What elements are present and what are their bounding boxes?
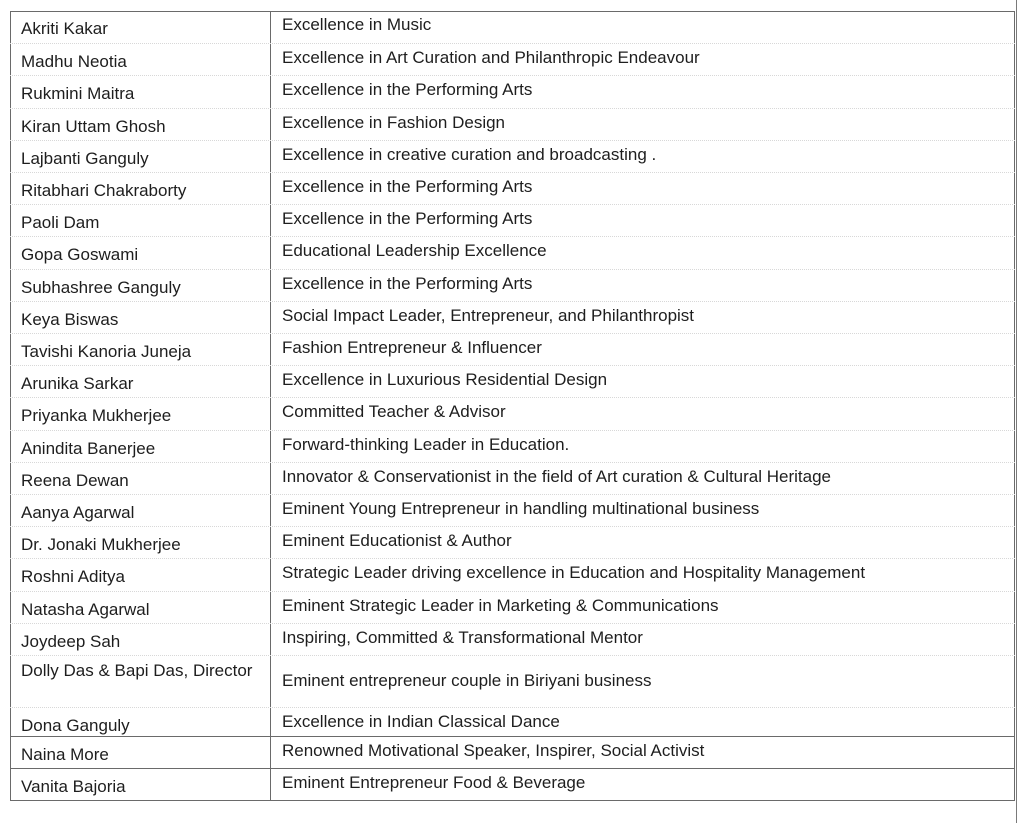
award-title: Excellence in Indian Classical Dance: [282, 712, 560, 731]
table-row: [10, 269, 1015, 301]
recipient-name: Rukmini Maitra: [21, 84, 135, 104]
award-title: Educational Leadership Excellence: [282, 241, 547, 261]
award-title: Excellence in the Performing Arts: [282, 209, 533, 229]
recipient-name: Dr. Jonaki Mukherjee: [21, 535, 181, 555]
table-row: [10, 623, 1015, 655]
award-title: Eminent Educationist & Author: [282, 531, 512, 551]
table-row: [10, 430, 1015, 462]
recipient-name: Joydeep Sah: [21, 631, 121, 651]
recipient-name: Subhashree Ganguly: [21, 277, 181, 297]
recipient-name: Ritabhari Chakraborty: [21, 181, 187, 200]
award-title: Excellence in creative curation and broadcasting .: [282, 144, 657, 164]
award-title: Excellence in the Performing Arts: [282, 80, 533, 100]
table-row: [10, 707, 1015, 736]
table-row: [10, 108, 1015, 140]
table-row: [10, 11, 1015, 43]
page-edge-line: [1016, 0, 1017, 823]
award-title: Renowned Motivational Speaker, Inspirer, Social Activist: [282, 741, 705, 760]
award-title: Excellence in the Performing Arts: [282, 273, 533, 293]
recipient-name: Aanya Agarwal: [21, 503, 135, 522]
recipient-name: Roshni Aditya: [21, 567, 125, 587]
table-row: [10, 462, 1015, 494]
award-title: Excellence in Luxurious Residential Design: [282, 370, 608, 390]
recipient-name: Akriti Kakar: [21, 19, 108, 38]
recipient-name: Tavishi Kanoria Juneja: [21, 342, 192, 361]
recipient-name: Naina More: [21, 745, 109, 764]
table-row: [10, 736, 1015, 768]
award-title: Strategic Leader driving excellence in Education and Hospitality Management: [282, 563, 866, 583]
table-row: [10, 365, 1015, 397]
table-row: [10, 301, 1015, 333]
recipient-name: Keya Biswas: [21, 309, 119, 329]
recipient-name: Vanita Bajoria: [21, 777, 126, 796]
table-row: [10, 655, 1015, 707]
table-row: [10, 172, 1015, 204]
award-title: Eminent entrepreneur couple in Biriyani business: [282, 671, 652, 690]
table-row: [10, 333, 1015, 365]
recipient-name: Arunika Sarkar: [21, 374, 134, 394]
award-title: Excellence in Fashion Design: [282, 112, 506, 132]
recipient-name: Natasha Agarwal: [21, 599, 150, 619]
table-row: [10, 75, 1015, 107]
award-title: Committed Teacher & Advisor: [282, 402, 506, 422]
recipient-name: Kiran Uttam Ghosh: [21, 116, 166, 136]
table-row: [10, 768, 1015, 801]
award-title: Excellence in the Performing Arts: [282, 177, 533, 196]
table-row: [10, 236, 1015, 268]
recipient-name: Gopa Goswami: [21, 245, 139, 265]
award-title: Excellence in Music: [282, 15, 432, 34]
award-title: Eminent Young Entrepreneur in handling multinational business: [282, 499, 760, 518]
table-row: [10, 397, 1015, 429]
recipient-name: Madhu Neotia: [21, 52, 127, 72]
award-title: Fashion Entrepreneur & Influencer: [282, 338, 542, 357]
award-title: Excellence in Art Curation and Philanthropic Endeavour: [282, 48, 700, 68]
table-row: [10, 558, 1015, 590]
table-row: [10, 140, 1015, 172]
recipient-name: Paoli Dam: [21, 213, 100, 233]
recipient-name: Dona Ganguly: [21, 716, 130, 735]
recipient-name: Lajbanti Ganguly: [21, 148, 149, 168]
recipient-name: Dolly Das & Bapi Das, Director: [21, 661, 253, 680]
award-title: Innovator & Conservationist in the field of Art curation & Cultural Heritage: [282, 466, 832, 486]
table-row: [10, 494, 1015, 526]
recipient-name: Anindita Banerjee: [21, 438, 156, 458]
table-row: [10, 43, 1015, 75]
award-title: Eminent Strategic Leader in Marketing & Communications: [282, 595, 719, 615]
table-row: [10, 526, 1015, 558]
award-title: Social Impact Leader, Entrepreneur, and Philanthropist: [282, 305, 695, 325]
award-title: Forward-thinking Leader in Education.: [282, 434, 570, 454]
recipient-name: Priyanka Mukherjee: [21, 406, 172, 426]
recipient-name: Reena Dewan: [21, 470, 129, 490]
award-title: Inspiring, Committed & Transformational Mentor: [282, 627, 643, 647]
table-row: [10, 204, 1015, 236]
award-title: Eminent Entrepreneur Food & Beverage: [282, 773, 586, 792]
table-row: [10, 591, 1015, 623]
